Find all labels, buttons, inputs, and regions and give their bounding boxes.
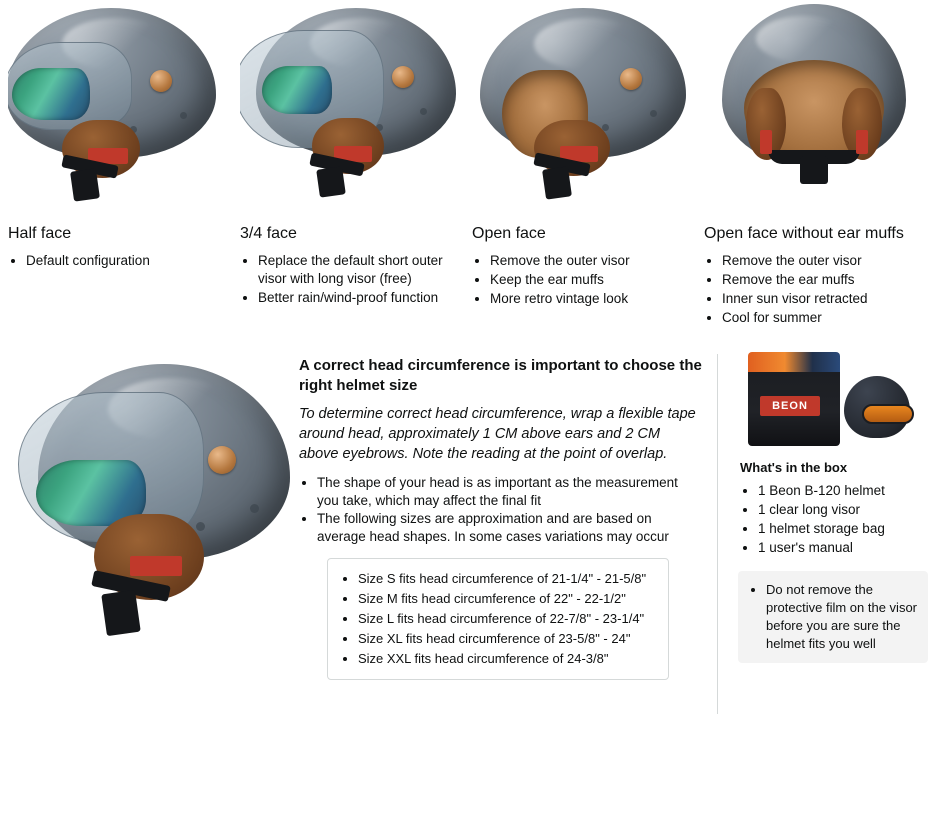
helmet-open-face-image [472, 0, 696, 218]
vertical-divider [717, 354, 718, 714]
list-item: • Remove the outer visor [722, 252, 928, 270]
helmet-large-image [8, 346, 289, 714]
config-title: 3/4 face [240, 225, 297, 242]
bag-top-stripe [748, 352, 840, 372]
list-item: • Default configuration [26, 252, 232, 270]
list-item: • Size XXL fits head circumference of 24-3/8" [358, 649, 662, 669]
config-card-open-face [472, 0, 696, 328]
sizing-section [0, 328, 936, 714]
sizing-text-column [299, 346, 703, 714]
protective-film-note [738, 571, 928, 663]
box-contents-title: What's in the box [740, 460, 848, 475]
helmet-three-quarter-face-image [240, 0, 464, 218]
sizing-notes [299, 474, 703, 546]
list-item: • More retro vintage look [490, 290, 696, 308]
list-item: • Remove the outer visor [490, 252, 696, 270]
list-item: • 1 helmet storage bag [758, 519, 928, 538]
list-item: • Better rain/wind-proof function [258, 289, 464, 307]
list-item: • The shape of your head is as important as the measurement you take, which may affect the final fit [317, 474, 703, 510]
config-bullets [472, 252, 696, 308]
config-bullets [704, 252, 928, 327]
list-item: • The following sizes are approximation and are based on average head shapes. In some cases variations may occur [317, 510, 703, 546]
list-item: • Keep the ear muffs [490, 271, 696, 289]
list-item: • Size L fits head circumference of 22-7/8" - 23-1/4" [358, 609, 662, 629]
list-item: • 1 clear long visor [758, 500, 928, 519]
sizing-instruction: To determine correct head circumference, wrap a flexible tape around head, approximately 1 CM above ears and 2 CM above eyebrows. Note the reading at the point of overlap. [298, 406, 696, 462]
box-contents-image [742, 350, 918, 454]
config-bullets [240, 252, 464, 307]
list-item: • Inner sun visor retracted [722, 290, 928, 308]
config-card-open-face-no-earmuffs [704, 0, 928, 328]
sizing-heading: A correct head circumference is important to choose the right helmet size [298, 357, 702, 394]
helmet-open-face-no-earmuffs-image [704, 0, 928, 218]
list-item: • Size XL fits head circumference of 23-5/8" - 24" [358, 629, 662, 649]
list-item: • Replace the default short outer visor with long visor (free) [258, 252, 464, 288]
configuration-row [0, 0, 936, 328]
note-list [738, 581, 920, 653]
helmet-half-face-image [8, 0, 232, 218]
goggle-shape [862, 404, 914, 424]
config-card-three-quarter-face [240, 0, 464, 328]
size-table-list [328, 569, 662, 669]
config-title: Open face [472, 225, 546, 242]
config-title: Open face without ear muffs [704, 225, 904, 242]
list-item: • Do not remove the protective film on the visor before you are sure the helmet fits you well [766, 581, 920, 653]
config-bullets [8, 252, 232, 270]
list-item: • Remove the ear muffs [722, 271, 928, 289]
list-item: • Size M fits head circumference of 22" - 22-1/2" [358, 589, 662, 609]
box-contents-column [738, 346, 928, 714]
box-contents-list [738, 481, 928, 557]
beon-logo: BEON [760, 396, 820, 416]
list-item: • 1 Beon B-120 helmet [758, 481, 928, 500]
list-item: • 1 user's manual [758, 538, 928, 557]
list-item: • Size S fits head circumference of 21-1/4" - 21-5/8" [358, 569, 662, 589]
config-title: Half face [8, 225, 72, 242]
config-card-half-face [8, 0, 232, 328]
list-item: • Cool for summer [722, 309, 928, 327]
size-table-box [327, 558, 669, 680]
